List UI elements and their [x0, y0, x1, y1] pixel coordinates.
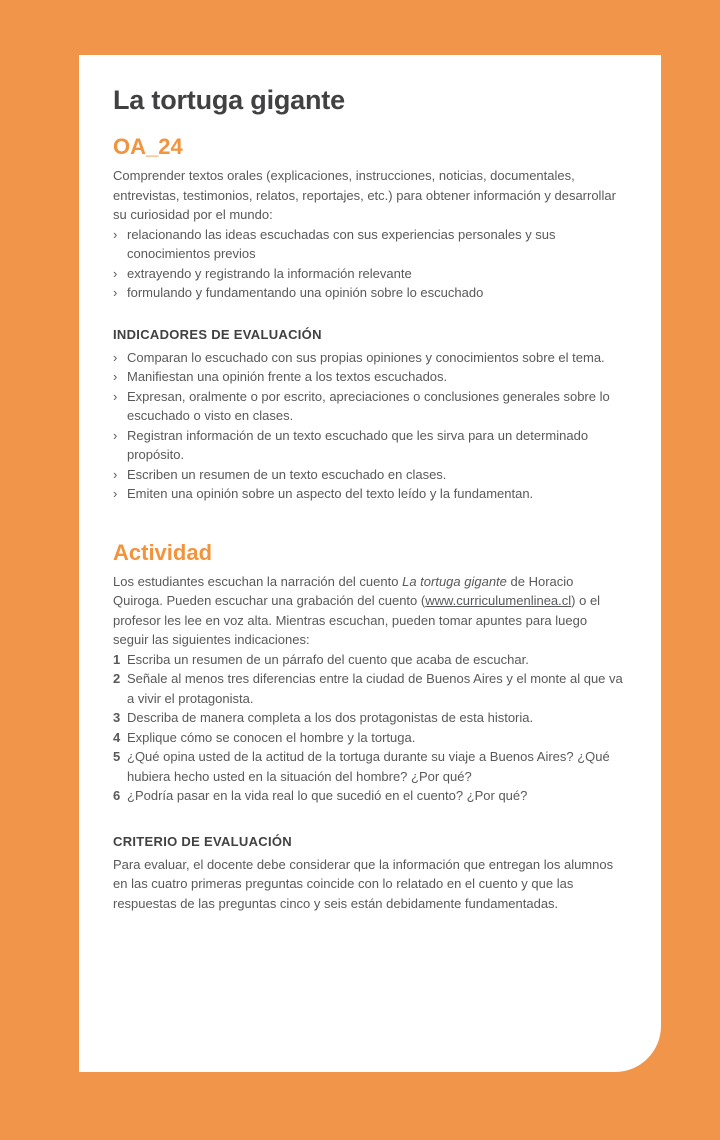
criterio-text: Para evaluar, el docente debe considerar que la información que entregan los alumnos en las cuatro primeras preguntas coincide con lo relatado en el cuento y que las respuestas de las preguntas cinco y seis están debidamente fundamentadas. [113, 856, 614, 911]
intro-text: ) o el profesor les lee en voz alta. Mientras escuchan, pueden tomar apuntes para luego seguir las siguientes indicaciones: [113, 593, 601, 647]
step-number: 1 [113, 651, 121, 667]
numbered-item [113, 728, 625, 748]
list-item [113, 484, 625, 504]
step-text: Explique cómo se conocen el hombre y la tortuga. [127, 729, 416, 745]
bullet-text: formulando y fundamentando una opinión sobre lo escuchado [127, 285, 484, 300]
section-actividad [113, 540, 625, 806]
indicadores-bullet-list [113, 348, 625, 504]
section-indicadores [113, 327, 625, 504]
bullet-text: extrayendo y registrando la información relevante [127, 265, 412, 281]
bullet-text: Registran información de un texto escuchado que les sirva para un determinado propósito. [127, 427, 589, 462]
bullet-text: relacionando las ideas escuchadas con sus experiencias personales y sus conocimientos previos [127, 226, 556, 261]
step-text: Señale al menos tres diferencias entre la ciudad de Buenos Aires y el monte al que va a vivir el protagonista. [127, 671, 623, 706]
arrow-bullet-icon: › [113, 388, 118, 404]
oa-bullet-list [113, 225, 625, 303]
story-title-italic: La tortuga gigante [402, 573, 507, 589]
numbered-item [113, 708, 625, 728]
bullet-text: Comparan lo escuchado con sus propias opiniones y conocimientos sobre el tema. [127, 349, 605, 365]
bullet-text: Emiten una opinión sobre un aspecto del texto leído y la fundamentan. [127, 486, 534, 501]
numbered-item [113, 669, 625, 708]
list-item [113, 367, 625, 387]
list-item [113, 426, 625, 465]
actividad-intro [113, 572, 625, 650]
intro-text: de Horacio Quiroga. Pueden escuchar una grabación del cuento ( [113, 573, 574, 608]
step-number: 4 [113, 729, 121, 745]
arrow-bullet-icon: › [113, 466, 118, 482]
actividad-heading: Actividad [113, 539, 213, 565]
list-item [113, 225, 625, 264]
bullet-text: Expresan, oralmente o por escrito, apreciaciones o conclusiones generales sobre lo escuchado o visto en clases. [127, 388, 610, 423]
list-item [113, 387, 625, 426]
section-criterio [113, 834, 625, 914]
arrow-bullet-icon: › [113, 486, 118, 501]
arrow-bullet-icon: › [113, 226, 118, 242]
arrow-bullet-icon: › [113, 349, 118, 365]
actividad-steps-list [113, 650, 625, 806]
step-text: Describa de manera completa a los dos protagonistas de esta historia. [127, 710, 534, 725]
curriculum-link[interactable]: www.curriculumenlinea.cl [425, 593, 572, 608]
section-oa [113, 134, 625, 303]
step-number: 2 [113, 671, 121, 686]
criterio-heading: CRITERIO DE EVALUACIÓN [113, 833, 292, 849]
numbered-item [113, 786, 625, 806]
oa-intro: Comprender textos orales (explicaciones, instrucciones, noticias, documentales, entrevistas, testimonios, relatos, reportajes, etc.) para obtener información y desarrollar su curiosidad por el mundo: [113, 168, 616, 222]
indicadores-heading: INDICADORES DE EVALUACIÓN [113, 326, 322, 342]
intro-text: Los estudiantes escuchan la narración del cuento [113, 573, 403, 589]
list-item [113, 348, 625, 368]
numbered-item [113, 747, 625, 786]
worksheet-card [79, 55, 661, 1072]
arrow-bullet-icon: › [113, 285, 118, 300]
arrow-bullet-icon: › [113, 369, 118, 384]
step-number: 5 [113, 749, 121, 764]
oa-heading: OA_24 [113, 134, 183, 159]
page-title: La tortuga gigante [113, 85, 345, 115]
list-item [113, 264, 625, 284]
step-text: ¿Qué opina usted de la actitud de la tortuga durante su viaje a Buenos Aires? ¿Qué hubiera hecho usted en la situación del hombre? ¿Por qué? [127, 749, 610, 784]
list-item [113, 465, 625, 485]
arrow-bullet-icon: › [113, 265, 118, 281]
bullet-text: Escriben un resumen de un texto escuchado en clases. [127, 466, 447, 482]
arrow-bullet-icon: › [113, 427, 118, 443]
list-item [113, 283, 625, 303]
step-number: 3 [113, 710, 121, 725]
bullet-text: Manifiestan una opinión frente a los textos escuchados. [127, 369, 448, 384]
step-number: 6 [113, 788, 121, 803]
step-text: Escriba un resumen de un párrafo del cuento que acaba de escuchar. [127, 651, 529, 667]
numbered-item [113, 650, 625, 670]
step-text: ¿Podría pasar en la vida real lo que sucedió en el cuento? ¿Por qué? [127, 788, 528, 803]
